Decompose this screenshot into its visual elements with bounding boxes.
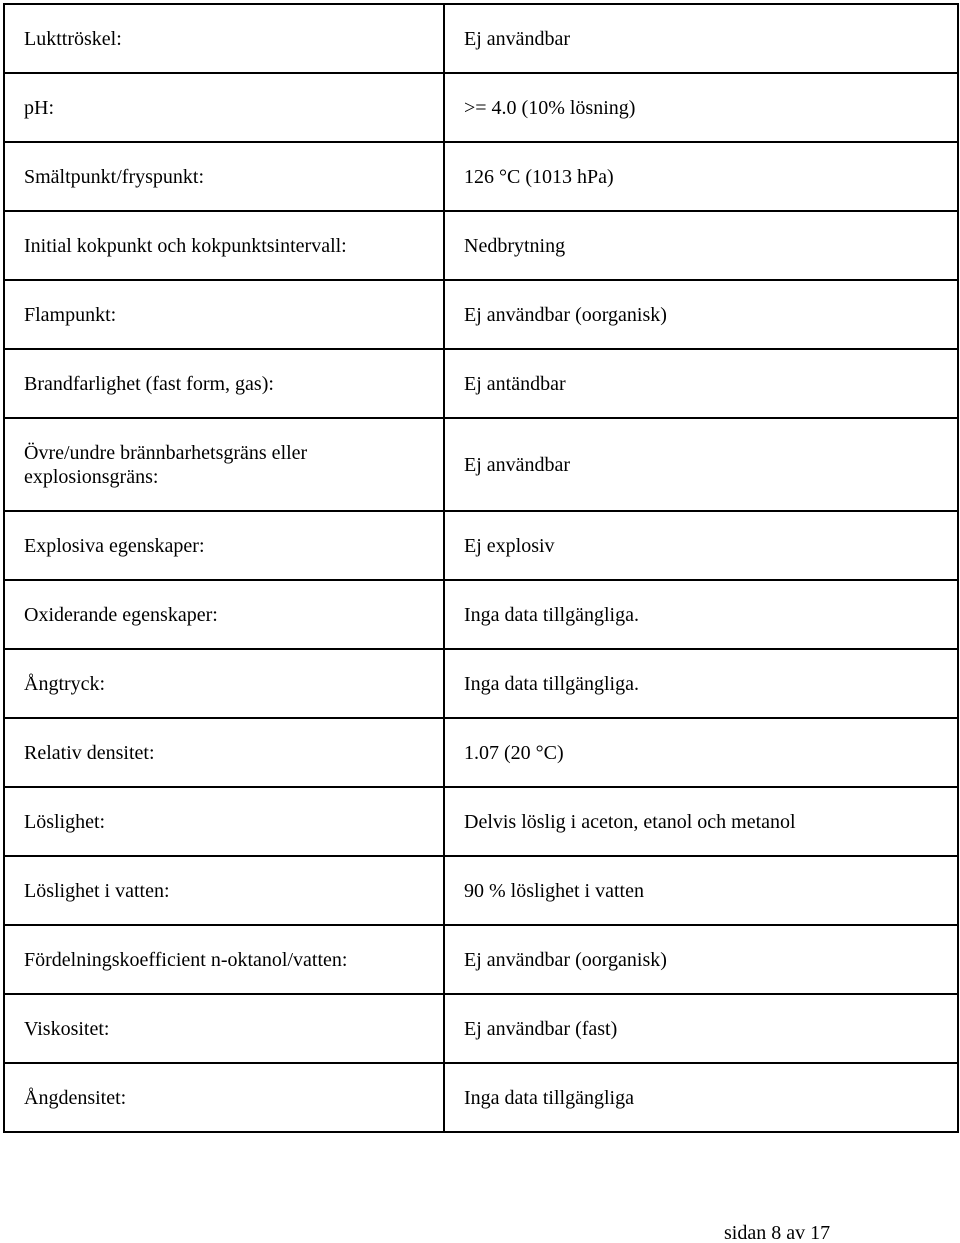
- property-value: Inga data tillgängliga: [444, 1063, 958, 1132]
- property-label: Löslighet i vatten:: [4, 856, 444, 925]
- property-label: pH:: [4, 73, 444, 142]
- property-value: Inga data tillgängliga.: [444, 580, 958, 649]
- table-row: [4, 280, 958, 349]
- property-label: Ångdensitet:: [4, 1063, 444, 1132]
- table-row: [4, 349, 958, 418]
- table-row: [4, 649, 958, 718]
- property-label: Brandfarlighet (fast form, gas):: [4, 349, 444, 418]
- properties-table: [3, 3, 959, 1133]
- page-number: sidan 8 av 17: [724, 1222, 831, 1243]
- property-label: Övre/undre brännbarhetsgräns eller explosionsgräns:: [4, 418, 444, 511]
- table-row: [4, 418, 958, 511]
- table-row: [4, 73, 958, 142]
- property-value: Nedbrytning: [444, 211, 958, 280]
- property-label: Oxiderande egenskaper:: [4, 580, 444, 649]
- property-value: Inga data tillgängliga.: [444, 649, 958, 718]
- property-value: >= 4.0 (10% lösning): [444, 73, 958, 142]
- property-label: Fördelningskoefficient n-oktanol/vatten:: [4, 925, 444, 994]
- property-value: 1.07 (20 °C): [444, 718, 958, 787]
- table-row: [4, 787, 958, 856]
- table-row: [4, 142, 958, 211]
- property-label: Löslighet:: [4, 787, 444, 856]
- table-row: [4, 211, 958, 280]
- property-label: Lukttröskel:: [4, 4, 444, 73]
- property-label: Relativ densitet:: [4, 718, 444, 787]
- property-label: Initial kokpunkt och kokpunktsintervall:: [4, 211, 444, 280]
- table-row: [4, 1063, 958, 1132]
- table-row: [4, 580, 958, 649]
- table-row: [4, 718, 958, 787]
- property-label: Flampunkt:: [4, 280, 444, 349]
- table-row: [4, 994, 958, 1063]
- property-value: 126 °C (1013 hPa): [444, 142, 958, 211]
- property-value: Ej explosiv: [444, 511, 958, 580]
- property-value: Ej användbar (oorganisk): [444, 925, 958, 994]
- property-label: Explosiva egenskaper:: [4, 511, 444, 580]
- property-value: Delvis löslig i aceton, etanol och metanol: [444, 787, 958, 856]
- property-value: Ej användbar (oorganisk): [444, 280, 958, 349]
- property-label: Ångtryck:: [4, 649, 444, 718]
- property-label: Smältpunkt/fryspunkt:: [4, 142, 444, 211]
- table-row: [4, 856, 958, 925]
- property-label: Viskositet:: [4, 994, 444, 1063]
- property-value: Ej användbar (fast): [444, 994, 958, 1063]
- table-row: [4, 925, 958, 994]
- property-value: Ej användbar: [444, 418, 958, 511]
- property-value: 90 % löslighet i vatten: [444, 856, 958, 925]
- property-value: Ej användbar: [444, 4, 958, 73]
- table-row: [4, 511, 958, 580]
- table-row: [4, 4, 958, 73]
- property-value: Ej antändbar: [444, 349, 958, 418]
